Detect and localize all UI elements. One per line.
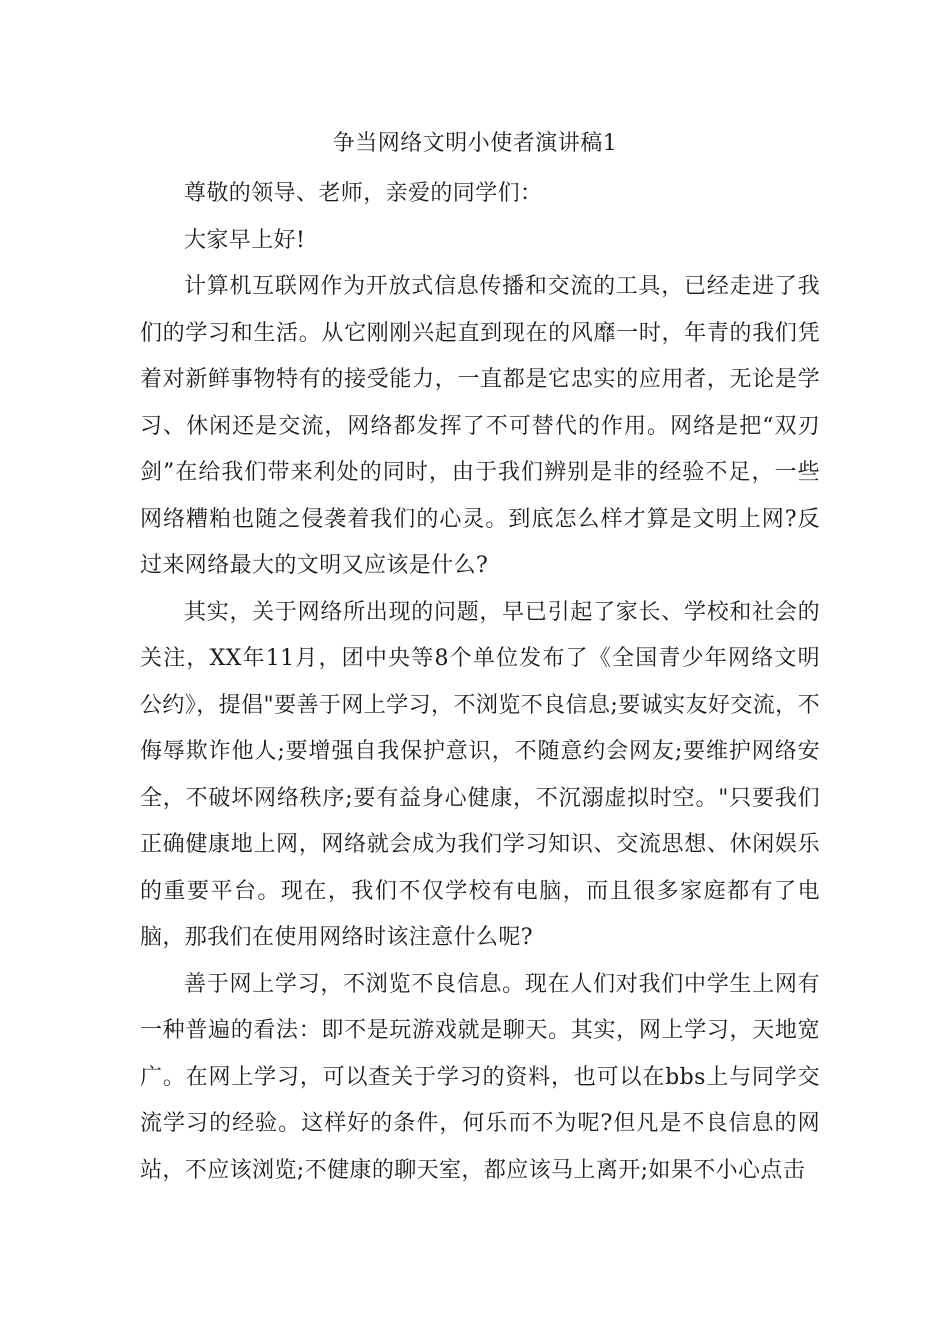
salutation-paragraph: 尊敬的领导、老师，亲爱的同学们： [184, 181, 543, 206]
body-paragraph: 善于网上学习，不浏览不良信息。现在人们对我们中学生上网有一种普遍的看法：即不是玩游戏就是聊天。其实，网上学习，天地宽广。在网上学习，可以查关于学习的资料，也可以在bbs上与同学交流学习的经验。这样好的条件，何乐而不为呢?但凡是不良信息的网站，不应该浏览;不健康的聊天室，都应该马上离开;如果不小心点击 [140, 971, 820, 1183]
document-title: 争当网络文明小使者演讲稿1 [332, 131, 618, 156]
document-body [140, 171, 820, 1194]
body-paragraph: 计算机互联网作为开放式信息传播和交流的工具，已经走进了我们的学习和生活。从它刚刚兴起直到现在的风靡一时，年青的我们凭着对新鲜事物特有的接受能力，一直都是它忠实的应用者，无论是学习、休闲还是交流，网络都发挥了不可替代的作用。网络是把“双刃剑”在给我们带来利处的同时，由于我们辨别是非的经验不足，一些网络糟粕也随之侵袭着我们的心灵。到底怎么样才算是文明上网?反过来网络最大的文明又应该是什么? [140, 274, 820, 578]
body-paragraph: 其实，关于网络所出现的问题，早已引起了家长、学校和社会的关注，XX年11月，团中央等8个单位发布了《全国青少年网络文明公约》，提倡"要善于网上学习，不浏览不良信息;要诚实友好交流，不侮辱欺诈他人;要增强自我保护意识，不随意约会网友;要维护网络安全，不破坏网络秩序;要有益身心健康，不沉溺虚拟时空。"只要我们正确健康地上网，网络就会成为我们学习知识、交流思想、休闲娱乐的重要平台。现在，我们不仅学校有电脑，而且很多家庭都有了电脑，那我们在使用网络时该注意什么呢? [140, 599, 820, 950]
greeting-paragraph: 大家早上好! [184, 227, 306, 253]
